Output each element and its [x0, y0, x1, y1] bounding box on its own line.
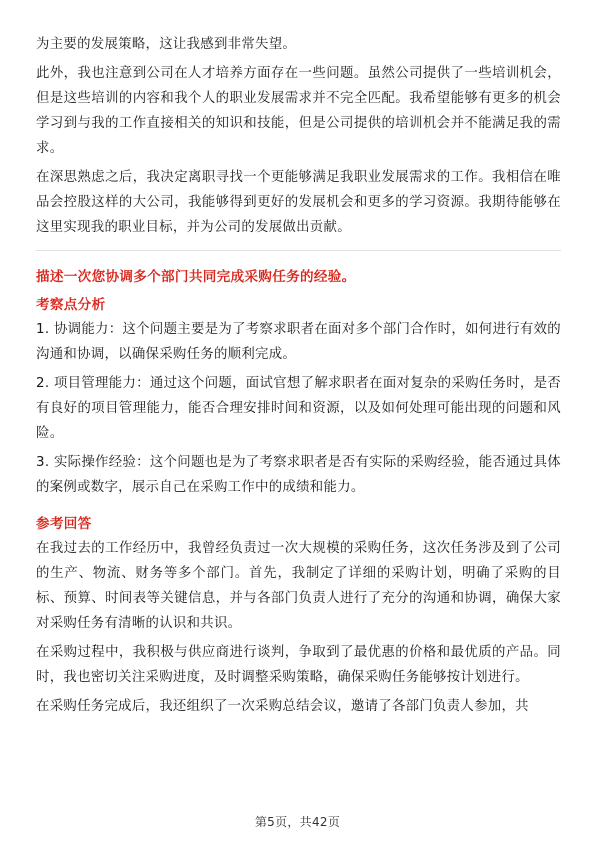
analysis-item-3: 3. 实际操作经验：这个问题也是为了考察求职者是否有实际的采购经验，能否通过具体的案例或数字，展示自己在采购工作中的成绩和能力。	[36, 455, 561, 495]
page-number: 第5页，共42页	[254, 815, 341, 829]
answer-paragraph-1: 在我过去的工作经历中，我曾经负责过一次大规模的采购任务，这次任务涉及到了公司的生产、物流、财务等多个部门。首先，我制定了详细的采购计划，明确了采购的目标、预算、时间表等关键信息，并与各部门负责人进行了充分的沟通和协调，确保大家对采购任务有清晰的认识和共识。	[36, 541, 561, 631]
intro-paragraph-3: 在深思熟虑之后，我决定离职寻找一个更能够满足我职业发展需求的工作。我相信在唯品会控股这样的大公司，我能够得到更好的发展机会和更多的学习资源。我期待能够在这里实现我的职业目标，并为公司的发展做出贡献。	[36, 170, 561, 235]
page-content	[36, 32, 561, 723]
answer-paragraph-3: 在采购任务完成后，我还组织了一次采购总结会议，邀请了各部门负责人参加，共	[36, 699, 529, 714]
analysis-title: 考察点分析	[36, 297, 106, 313]
intro-paragraph-1: 为主要的发展策略，这让我感到非常失望。	[36, 37, 297, 52]
section-divider	[36, 250, 561, 251]
intro-paragraph-2: 此外，我也注意到公司在人才培养方面存在一些问题。虽然公司提供了一些培训机会，但是这些培训的内容和我个人的职业发展需求并不完全匹配。我希望能够有更多的机会学习到与我的工作直接相关的知识和技能，但是公司提供的培训机会并不能满足我的需求。	[36, 66, 561, 156]
answer-title: 参考回答	[36, 516, 92, 532]
analysis-item-2: 2. 项目管理能力：通过这个问题，面试官想了解求职者在面对复杂的采购任务时，是否有良好的项目管理能力，能否合理安排时间和资源，以及如何处理可能出现的问题和风险。	[36, 376, 561, 441]
answer-paragraph-2: 在采购过程中，我积极与供应商进行谈判，争取到了最优惠的价格和最优质的产品。同时，我也密切关注采购进度，及时调整采购策略，确保采购任务能够按计划进行。	[36, 645, 561, 685]
analysis-item-1: 1. 协调能力：这个问题主要是为了考察求职者在面对多个部门合作时，如何进行有效的沟通和协调，以确保采购任务的顺利完成。	[36, 322, 561, 362]
question-heading: 描述一次您协调多个部门共同完成采购任务的经验。	[36, 269, 356, 285]
